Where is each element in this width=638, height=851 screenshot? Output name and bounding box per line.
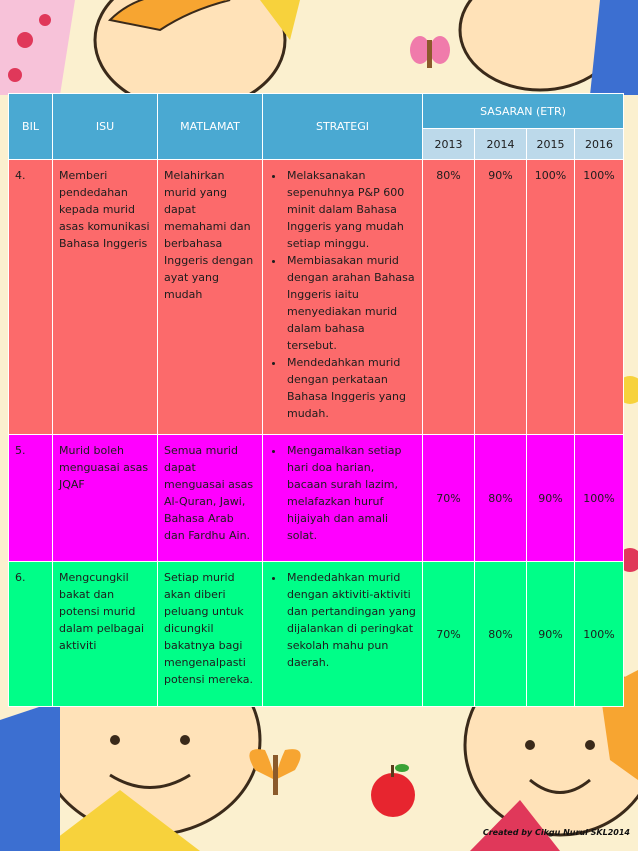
cell-target-2015: 100% (527, 160, 575, 435)
cell-bil: 6. (9, 562, 53, 707)
cell-bil: 5. (9, 435, 53, 562)
cell-target-2016: 100% (575, 562, 624, 707)
cell-target-2015: 90% (527, 562, 575, 707)
header-bil: BIL (9, 94, 53, 160)
target-table (8, 93, 624, 707)
cell-matlamat: Semua murid dapat menguasai asas Al-Quran, Jawi, Bahasa Arab dan Fardhu Ain. (158, 435, 263, 562)
cell-bil: 4. (9, 160, 53, 435)
table-row (9, 562, 624, 707)
header-year-2015: 2015 (527, 129, 575, 160)
cell-isu: Murid boleh menguasai asas JQAF (53, 435, 158, 562)
header-sasaran: SASARAN (ETR) (423, 94, 624, 129)
strategy-item: • Mendedahkan murid dengan aktiviti-aktiviti dan pertandingan yang dijalankan di peringkat sekolah mahu pun daerah. (285, 569, 416, 671)
strategy-item: • Membiasakan murid dengan arahan Bahasa Inggeris iaitu menyediakan murid dalam bahasa tersebut. (285, 252, 416, 354)
strategy-list (269, 569, 416, 671)
cell-target-2016: 100% (575, 160, 624, 435)
table-row (9, 435, 624, 562)
strategy-item: • Mengamalkan setiap hari doa harian, bacaan surah lazim, melafazkan huruf hijaiyah dan amali solat. (285, 442, 416, 544)
header-matlamat: MATLAMAT (158, 94, 263, 160)
cell-target-2013: 70% (423, 435, 475, 562)
cell-target-2013: 70% (423, 562, 475, 707)
credit-text: Created by Cikgu Nurul SKL2014 (482, 828, 630, 837)
cell-isu: Memberi pendedahan kepada murid asas komunikasi Bahasa Inggeris (53, 160, 158, 435)
cell-strategi (263, 435, 423, 562)
cell-isu: Mengcungkil bakat dan potensi murid dalam pelbagai aktiviti (53, 562, 158, 707)
table-row (9, 160, 624, 435)
strategy-item: • Melaksanakan sepenuhnya P&P 600 minit dalam Bahasa Inggeris yang mudah setiap minggu. (285, 167, 416, 252)
cell-target-2014: 90% (475, 160, 527, 435)
header-strategi: STRATEGI (263, 94, 423, 160)
cell-matlamat: Melahirkan murid yang dapat memahami dan berbahasa Inggeris dengan ayat yang mudah (158, 160, 263, 435)
target-table-container (8, 93, 623, 707)
strategy-list (269, 167, 416, 422)
strategy-list (269, 442, 416, 544)
header-year-2016: 2016 (575, 129, 624, 160)
strategy-item: • Mendedahkan murid dengan perkataan Bahasa Inggeris yang mudah. (285, 354, 416, 422)
cell-target-2014: 80% (475, 435, 527, 562)
cell-matlamat: Setiap murid akan diberi peluang untuk dicungkil bakatnya bagi mengenalpasti potensi mereka. (158, 562, 263, 707)
cell-target-2016: 100% (575, 435, 624, 562)
cell-strategi (263, 562, 423, 707)
header-year-2013: 2013 (423, 129, 475, 160)
cell-target-2013: 80% (423, 160, 475, 435)
cell-target-2015: 90% (527, 435, 575, 562)
cell-target-2014: 80% (475, 562, 527, 707)
header-isu: ISU (53, 94, 158, 160)
header-year-2014: 2014 (475, 129, 527, 160)
cell-strategi (263, 160, 423, 435)
